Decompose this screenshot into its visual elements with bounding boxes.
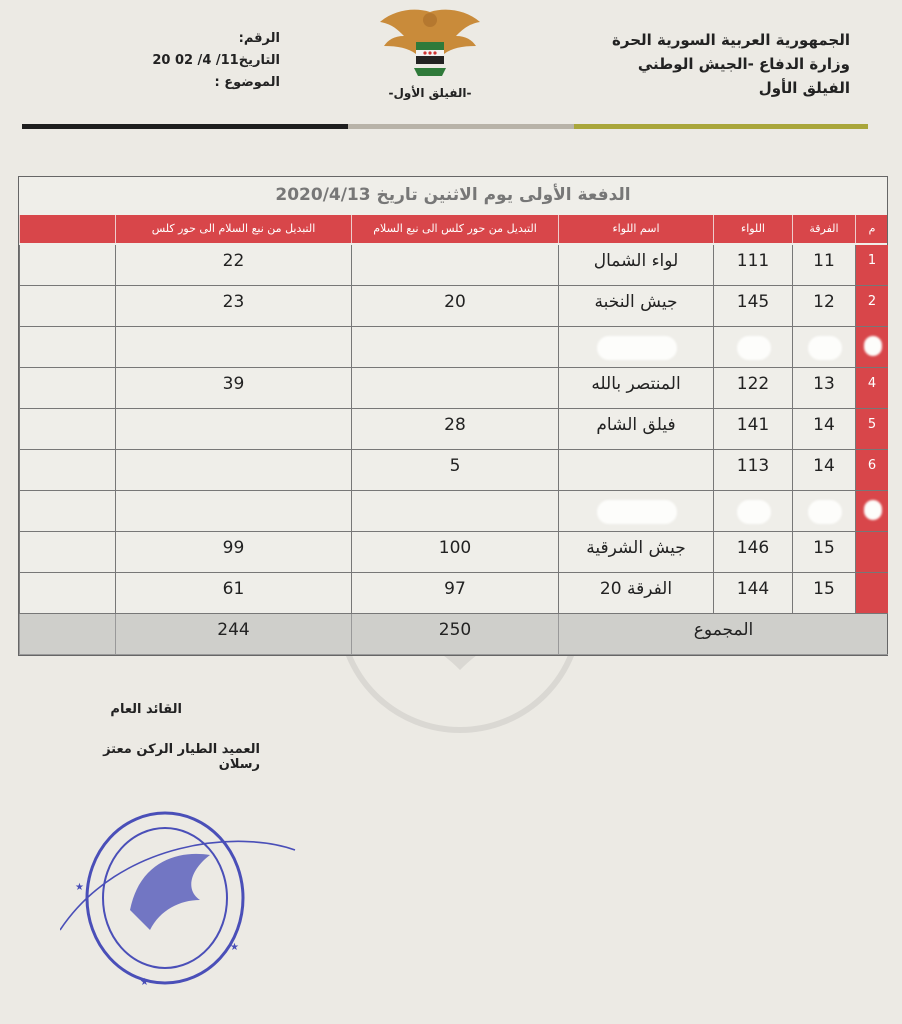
row-brigade-cell [713, 327, 792, 368]
row-to-hawar-cell [115, 450, 351, 491]
row-brigade-name-cell [558, 491, 713, 532]
row-to-hawar-cell: 22 [115, 245, 351, 286]
total-blank-cell [19, 614, 115, 655]
row-index-cell: 4 [855, 368, 888, 409]
row-brigade-name-cell [558, 327, 713, 368]
row-to-peace-cell [351, 327, 558, 368]
row-index-cell [855, 491, 888, 532]
row-division-cell [792, 327, 855, 368]
header-authority [590, 28, 850, 100]
row-to-peace-cell [351, 368, 558, 409]
row-index-cell [855, 532, 888, 573]
row-division-cell: 13 [792, 368, 855, 409]
row-to-hawar-cell: 39 [115, 368, 351, 409]
ref-subject-label: الموضوع : [214, 75, 280, 90]
col-header-division: الفرقة [792, 215, 855, 243]
row-brigade-name-cell: جيش الشرقية [558, 532, 713, 573]
ref-date: التاريخ11/ 4/ 02 20 [152, 53, 280, 68]
redaction-mark [864, 500, 882, 520]
row-to-peace-cell: 5 [351, 450, 558, 491]
table-total-row [19, 614, 887, 655]
row-to-peace-cell: 100 [351, 532, 558, 573]
logo-caption: -الفيلق الأول- [388, 86, 472, 100]
row-division-cell: 14 [792, 409, 855, 450]
row-index-cell [855, 327, 888, 368]
header-reference [120, 28, 280, 94]
row-brigade-cell: 146 [713, 532, 792, 573]
row-blank-cell [19, 450, 115, 491]
row-blank-cell [19, 491, 115, 532]
row-to-peace-cell: 20 [351, 286, 558, 327]
row-to-peace-cell: 97 [351, 573, 558, 614]
row-brigade-name-cell: المنتصر بالله [558, 368, 713, 409]
row-to-peace-cell [351, 245, 558, 286]
row-blank-cell [19, 409, 115, 450]
transfer-table [18, 176, 888, 656]
row-to-hawar-cell: 99 [115, 532, 351, 573]
row-to-hawar-cell [115, 491, 351, 532]
row-brigade-name-cell: فيلق الشام [558, 409, 713, 450]
total-to-hawar-cell: 244 [115, 614, 351, 655]
total-to-peace-cell: 250 [351, 614, 558, 655]
table-row [19, 409, 887, 450]
redaction-mark [864, 336, 882, 356]
svg-text:★: ★ [75, 882, 84, 893]
row-brigade-name-cell: الفرقة 20 [558, 573, 713, 614]
table-row [19, 532, 887, 573]
table-header-row [19, 215, 887, 243]
row-brigade-cell: 145 [713, 286, 792, 327]
row-brigade-cell: 122 [713, 368, 792, 409]
header-divider [22, 122, 868, 132]
row-to-hawar-cell: 23 [115, 286, 351, 327]
row-to-hawar-cell [115, 327, 351, 368]
table-row [19, 368, 887, 409]
row-blank-cell [19, 573, 115, 614]
row-to-hawar-cell [115, 409, 351, 450]
row-brigade-name-cell: لواء الشمال [558, 245, 713, 286]
row-to-hawar-cell: 61 [115, 573, 351, 614]
row-index-cell: 6 [855, 450, 888, 491]
row-division-cell [792, 491, 855, 532]
row-brigade-cell: 113 [713, 450, 792, 491]
eagle-emblem-icon [374, 2, 486, 86]
col-header-to-peace-spring: التبديل من حور كلس الى نبع السلام [351, 215, 558, 243]
row-division-cell: 15 [792, 573, 855, 614]
redaction-mark [737, 500, 771, 524]
row-division-cell: 15 [792, 532, 855, 573]
table-row [19, 450, 887, 491]
svg-text:★: ★ [230, 942, 239, 953]
row-blank-cell [19, 327, 115, 368]
col-header-brigade: اللواء [713, 215, 792, 243]
redaction-mark [808, 336, 842, 360]
redaction-mark [737, 336, 771, 360]
row-division-cell: 12 [792, 286, 855, 327]
row-brigade-name-cell [558, 450, 713, 491]
col-header-index: م [855, 215, 888, 243]
header-line-republic: الجمهورية العربية السورية الحرة [612, 31, 850, 49]
row-index-cell: 2 [855, 286, 888, 327]
row-index-cell [855, 573, 888, 614]
row-blank-cell [19, 245, 115, 286]
table-row [19, 245, 887, 286]
redaction-mark [808, 500, 842, 524]
col-header-to-hawar-kilis: التبديل من نبع السلام الى حور كلس [115, 215, 351, 243]
ref-number-label: الرقم: [238, 31, 280, 46]
total-label-cell: المجموع [558, 614, 888, 655]
row-blank-cell [19, 286, 115, 327]
row-to-peace-cell [351, 491, 558, 532]
row-to-peace-cell: 28 [351, 409, 558, 450]
row-brigade-cell [713, 491, 792, 532]
svg-text:★: ★ [140, 977, 149, 988]
row-division-cell: 11 [792, 245, 855, 286]
col-header-brigade-name: اسم اللواء [558, 215, 713, 243]
signature-title: القائد العام [110, 702, 182, 717]
row-division-cell: 14 [792, 450, 855, 491]
row-brigade-cell: 141 [713, 409, 792, 450]
col-header-blank [19, 215, 115, 243]
table-row [19, 327, 887, 368]
table-title: الدفعة الأولى يوم الاثنين تاريخ 2020/4/13 [275, 185, 631, 205]
header-line-ministry: وزارة الدفاع -الجيش الوطني [637, 55, 850, 73]
redaction-mark [597, 336, 677, 360]
table-row [19, 286, 887, 327]
signature-name: العميد الطيار الركن معتز رسلان [103, 742, 260, 772]
official-stamp-icon [60, 800, 310, 1000]
row-index-cell: 5 [855, 409, 888, 450]
row-brigade-cell: 144 [713, 573, 792, 614]
row-blank-cell [19, 532, 115, 573]
redaction-mark [597, 500, 677, 524]
table-row [19, 491, 887, 532]
row-index-cell: 1 [855, 245, 888, 286]
row-brigade-name-cell: جيش النخبة [558, 286, 713, 327]
row-blank-cell [19, 368, 115, 409]
row-brigade-cell: 111 [713, 245, 792, 286]
header-line-corps: الفيلق الأول [758, 79, 850, 97]
table-row [19, 573, 887, 614]
